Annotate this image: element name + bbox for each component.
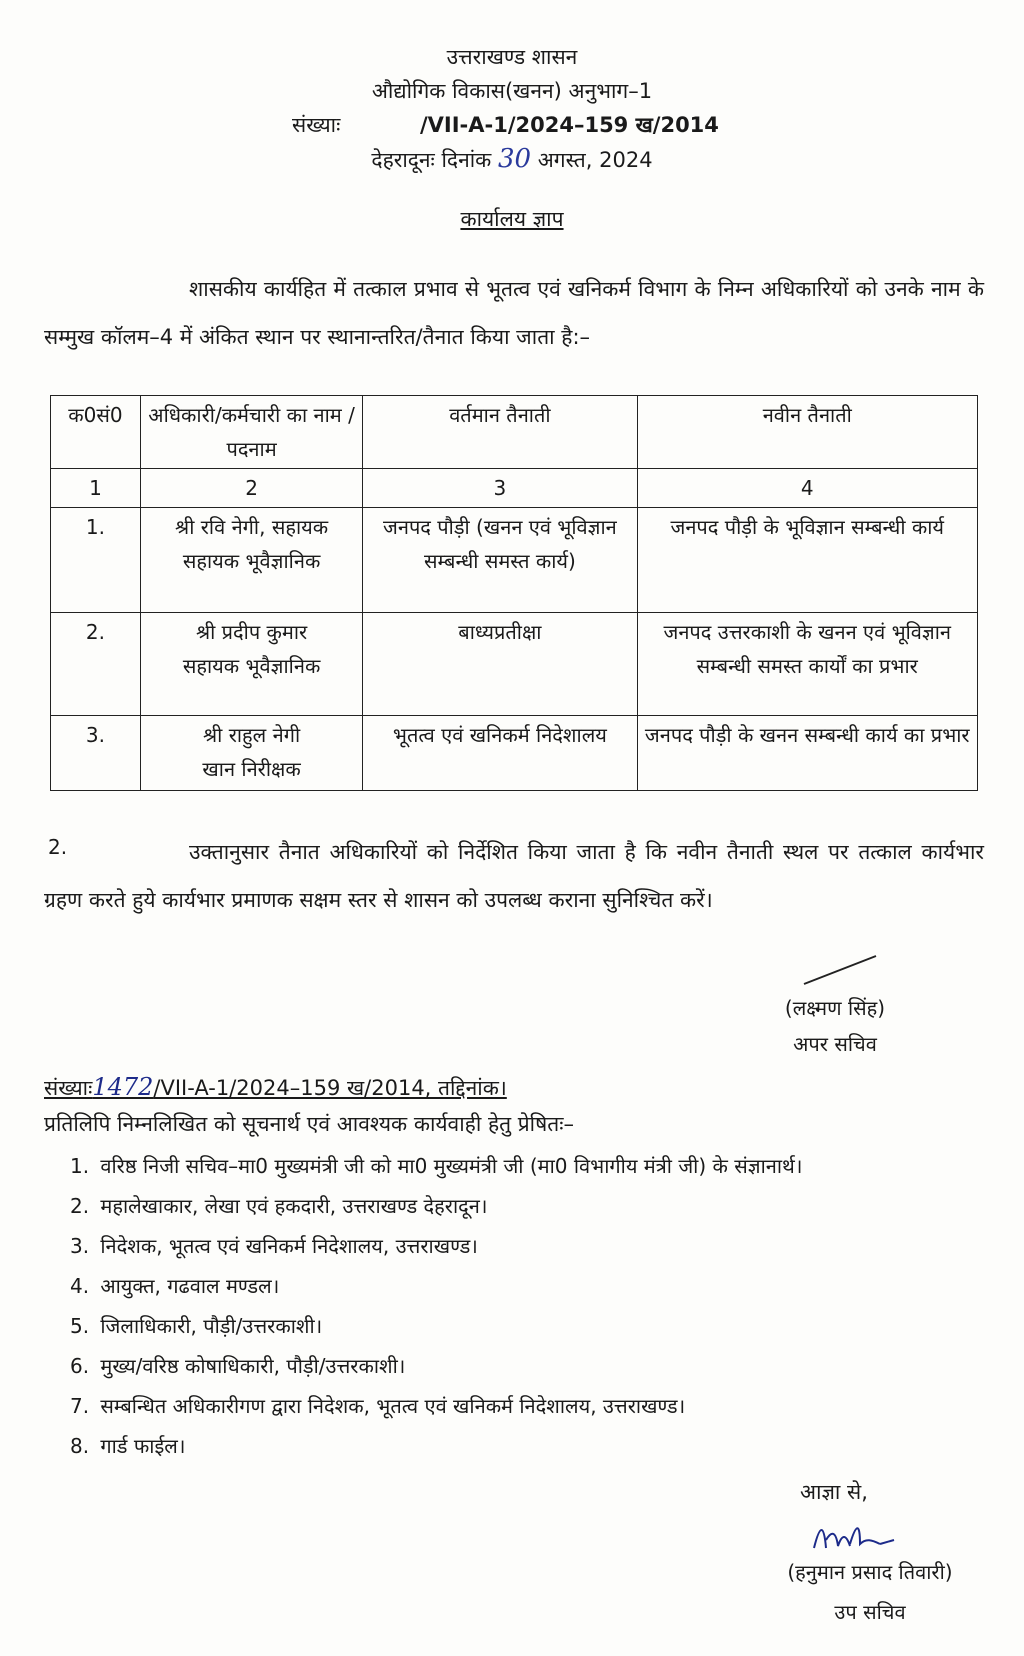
list-text: महालेखाकार, लेखा एवं हकदारी, उत्तराखण्ड देहरादून। — [100, 1194, 488, 1218]
list-text: वरिष्ठ निजी सचिव–मा0 मुख्यमंत्री जी को मा0 मुख्यमंत्री जी (मा0 विभागीय मंत्री जी) के संज्ञानार्थ। — [100, 1154, 803, 1178]
officer-name: श्री रवि नेगी, सहायक — [175, 515, 329, 539]
transfer-table — [50, 395, 978, 791]
reference-label: संख्याः — [292, 113, 341, 137]
list-number: 7. — [70, 1394, 90, 1418]
issuing-officer-name: (हनुमान प्रसाद तिवारी) — [787, 1560, 953, 1584]
officer-designation: सहायक भूवैज्ञानिक — [182, 654, 321, 678]
table-header-row — [51, 396, 978, 469]
list-item — [70, 1146, 802, 1186]
list-text: सम्बन्धित अधिकारीगण द्वारा निदेशक, भूतत्व एवं खनिकर्म निदेशालय, उत्तराखण्ड। — [100, 1394, 686, 1418]
list-item — [70, 1306, 802, 1346]
handwritten-dispatch-number: 1472 — [92, 1073, 154, 1101]
row-officer — [140, 613, 362, 716]
officer-designation: सहायक भूवैज्ञानिक — [182, 549, 321, 573]
opening-paragraph: शासकीय कार्यहित में तत्काल प्रभाव से भूतत्व एवं खनिकर्म विभाग के निम्न अधिकारियों को उनके नाम के सम्मुख कॉलम–4 में अंकित स्थान पर स्थानान्तरित/तैनात किया जाता है:– — [44, 277, 984, 349]
instruction-paragraph: उक्तानुसार तैनात अधिकारियों को निर्देशित किया जाता है कि नवीन तैनाती स्थल पर तत्काल कार्यभार ग्रहण करते हुये कार्यभार प्रमाणक सक्षम स्तर से शासन को उपलब्ध कराना सुनिश्चित करें। — [44, 840, 984, 912]
row-new-posting: जनपद पौड़ी के भूविज्ञान सम्बन्धी कार्य — [637, 508, 977, 613]
row-officer — [140, 508, 362, 613]
copy-reference-rest: /VII-A-1/2024–159 ख/2014, तद्दिनांक। — [153, 1076, 507, 1100]
list-number: 1. — [70, 1154, 90, 1178]
copy-recipients-list — [70, 1146, 802, 1466]
date-line — [0, 142, 1024, 177]
date-prefix: देहरादूनः दिनांक — [371, 148, 492, 172]
list-text: आयुक्त, गढवाल मण्डल। — [100, 1274, 280, 1298]
row-new-posting: जनपद उत्तरकाशी के खनन एवं भूविज्ञान सम्बन्धी समस्त कार्यों का प्रभार — [637, 613, 977, 716]
row-current-posting: भूतत्व एवं खनिकर्म निदेशालय — [363, 716, 637, 791]
column-number: 3 — [363, 469, 637, 508]
row-current-posting: जनपद पौड़ी (खनन एवं भूविज्ञान सम्बन्धी समस्त कार्य) — [363, 508, 637, 613]
issuing-officer-title: उप सचिव — [834, 1600, 906, 1624]
row-current-posting: बाध्यप्रतीक्षा — [363, 613, 637, 716]
list-number: 3. — [70, 1234, 90, 1258]
row-serial: 2. — [51, 613, 141, 716]
header-serial: क0सं0 — [51, 396, 141, 469]
list-item — [70, 1426, 802, 1466]
header-officer: अधिकारी/कर्मचारी का नाम /पदनाम — [140, 396, 362, 469]
list-text: निदेशक, भूतत्व एवं खनिकर्म निदेशालय, उत्तराखण्ड। — [100, 1234, 478, 1258]
column-number: 2 — [140, 469, 362, 508]
table-row — [51, 508, 978, 613]
list-number: 8. — [70, 1434, 90, 1458]
row-serial: 3. — [51, 716, 141, 791]
reference-number: /VII-A-1/2024–159 ख/2014 — [420, 113, 719, 137]
copy-reference-label: संख्याः — [44, 1076, 93, 1100]
list-item — [70, 1386, 802, 1426]
column-number: 4 — [637, 469, 977, 508]
column-number-row — [51, 469, 978, 508]
column-number: 1 — [51, 469, 141, 508]
signatory-title: अपर सचिव — [793, 1032, 877, 1056]
header-current-posting: वर्तमान तैनाती — [363, 396, 637, 469]
government-name: उत्तराखण्ड शासन — [446, 45, 578, 69]
list-number: 2. — [70, 1194, 90, 1218]
officer-name: श्री प्रदीप कुमार — [195, 620, 308, 644]
table-row — [51, 716, 978, 791]
paragraph-number: 2. — [48, 835, 68, 859]
memo-title: कार्यालय ज्ञाप — [460, 207, 564, 231]
officer-designation: खान निरीक्षक — [202, 757, 301, 781]
list-number: 4. — [70, 1274, 90, 1298]
officer-name: श्री राहुल नेगी — [203, 723, 301, 747]
row-serial: 1. — [51, 508, 141, 613]
issuing-officer-block — [760, 1552, 980, 1632]
list-text: गार्ड फाईल। — [100, 1434, 186, 1458]
table-row — [51, 613, 978, 716]
signatory-name: (लक्ष्मण सिंह) — [784, 996, 886, 1020]
department-name: औद्योगिक विकास(खनन) अनुभाग–1 — [371, 79, 653, 103]
handwritten-signature — [810, 1520, 900, 1556]
reference-line — [0, 108, 1024, 142]
date-suffix: अगस्त, 2024 — [537, 148, 653, 172]
letter-header — [0, 40, 1024, 177]
copy-reference-line — [44, 1073, 507, 1102]
list-item — [70, 1266, 802, 1306]
copy-intro: प्रतिलिपि निम्नलिखित को सूचनार्थ एवं आवश्यक कार्यवाही हेतु प्रेषितः– — [44, 1112, 574, 1136]
list-item — [70, 1346, 802, 1386]
row-officer — [140, 716, 362, 791]
list-number: 6. — [70, 1354, 90, 1378]
by-order-text: आज्ञा से, — [800, 1480, 868, 1504]
list-item — [70, 1186, 802, 1226]
list-text: मुख्य/वरिष्ठ कोषाधिकारी, पौड़ी/उत्तरकाशी। — [100, 1354, 406, 1378]
row-new-posting: जनपद पौड़ी के खनन सम्बन्धी कार्य का प्रभार — [637, 716, 977, 791]
list-text: जिलाधिकारी, पौड़ी/उत्तरकाशी। — [100, 1314, 323, 1338]
signatory-block — [760, 990, 910, 1062]
handwritten-date-day: 30 — [497, 144, 532, 174]
signature-mark — [800, 950, 880, 990]
list-number: 5. — [70, 1314, 90, 1338]
header-new-posting: नवीन तैनाती — [637, 396, 977, 469]
list-item — [70, 1226, 802, 1266]
